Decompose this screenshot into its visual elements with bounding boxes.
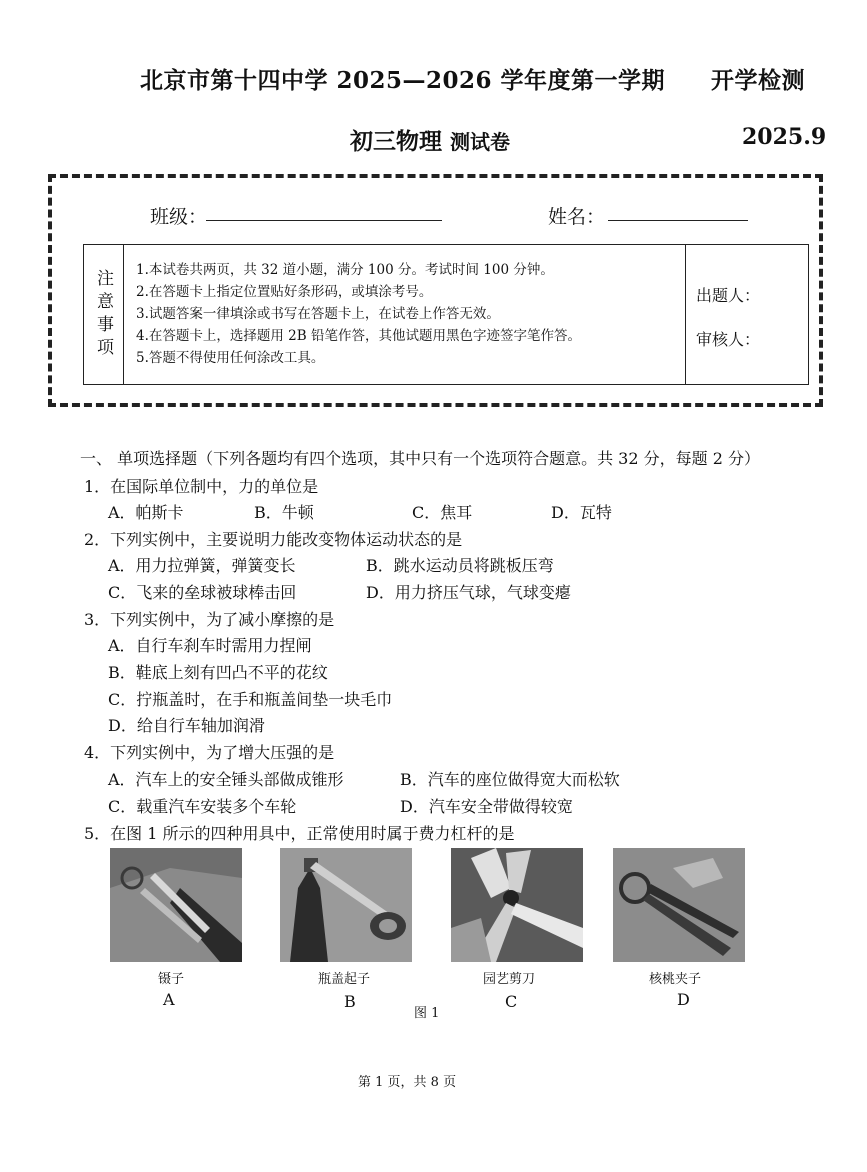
question-stem: 2．下列实例中，主要说明力能改变物体运动状态的是 (84, 530, 463, 549)
question-stem: 5．在图 1 所示的四种用具中，正常使用时属于费力杠杆的是 (84, 824, 515, 843)
question-stem: 4．下列实例中，为了增大压强的是 (84, 743, 335, 762)
caption-c: 园艺剪刀 (483, 972, 536, 987)
class-label: 班级： (150, 206, 208, 228)
option-a[interactable]: A．帕斯卡 (108, 503, 184, 522)
tweezers-photo (110, 848, 242, 962)
note-item: 2.在答题卡上指定位置贴好条形码，或填涂考号。 (136, 284, 433, 300)
option-c[interactable]: C．拧瓶盖时，在手和瓶盖间垫一块毛巾 (108, 690, 393, 709)
figure-letter-d: D (677, 990, 690, 1009)
figure-letter-b: B (344, 992, 356, 1011)
page-footer: 第 1 页，共 8 页 (358, 1075, 457, 1090)
subject-label: 初三物理 (350, 128, 442, 155)
paper-label: 测试卷 (450, 130, 510, 154)
nutcracker-image (613, 848, 745, 962)
figure-letter-c: C (505, 992, 518, 1011)
setter-label: 出题人： (696, 286, 761, 305)
figure-letter-a: A (163, 990, 175, 1009)
signoff-cell (686, 245, 808, 384)
garden-shears-photo (451, 848, 583, 962)
figure-label: 图 1 (414, 1006, 440, 1021)
notes-table (83, 244, 809, 385)
note-item: 5.答题不得使用任何涂改工具。 (136, 350, 325, 366)
option-a[interactable]: A．用力拉弹簧，弹簧变长 (108, 556, 296, 575)
garden-shears-image (451, 848, 583, 962)
exam-title-school: 北京市第十四中学 2025—2026 学年度第一学期 (140, 67, 666, 94)
reviewer-label: 审核人： (696, 330, 761, 349)
option-b[interactable]: B．鞋底上刻有凹凸不平的花纹 (108, 663, 328, 682)
option-d[interactable]: D．汽车安全带做得较宽 (400, 797, 573, 816)
tweezers-image (110, 848, 242, 962)
option-b[interactable]: B．牛顿 (254, 503, 314, 522)
caption-d: 核桃夹子 (649, 972, 702, 987)
notes-heading-cell (84, 245, 124, 384)
notes-heading: 注意事项 (93, 268, 113, 361)
option-a[interactable]: A．汽车上的安全锤头部做成锥形 (108, 770, 344, 789)
option-c[interactable]: C．焦耳 (412, 503, 473, 522)
section-heading: 一、 单项选择题（下列各题均有四个选项，其中只有一个选项符合题意。共 32 分，每题 2 分） (80, 449, 760, 468)
exam-subtitle (350, 123, 510, 156)
bottle-opener-photo (280, 848, 412, 962)
option-c[interactable]: C．载重汽车安装多个车轮 (108, 797, 297, 816)
question-stem: 1．在国际单位制中，力的单位是 (84, 477, 319, 496)
caption-b: 瓶盖起子 (318, 972, 371, 987)
option-d[interactable]: D．给自行车轴加润滑 (108, 716, 265, 735)
question-stem: 3．下列实例中，为了减小摩擦的是 (84, 610, 335, 629)
note-item: 3.试题答案一律填涂或书写在答题卡上，在试卷上作答无效。 (136, 306, 500, 322)
exam-date: 2025.9 (742, 124, 827, 150)
option-a[interactable]: A．自行车刹车时需用力捏闸 (108, 636, 312, 655)
exam-title (140, 62, 805, 95)
option-b[interactable]: B．跳水运动员将跳板压弯 (366, 556, 554, 575)
name-field-line[interactable] (608, 220, 748, 221)
note-item: 4.在答题卡上，选择题用 2B 铅笔作答，其他试题用黑色字迹签字笔作答。 (136, 328, 581, 344)
option-c[interactable]: C．飞来的垒球被球棒击回 (108, 583, 297, 602)
note-item: 1.本试卷共两页，共 32 道小题，满分 100 分。考试时间 100 分钟。 (136, 262, 554, 278)
bottle-opener-image (280, 848, 412, 962)
option-d[interactable]: D．用力挤压气球，气球变瘪 (366, 583, 571, 602)
notes-list (124, 245, 686, 384)
class-field-line[interactable] (206, 220, 442, 221)
option-b[interactable]: B．汽车的座位做得宽大而松软 (400, 770, 620, 789)
option-d[interactable]: D．瓦特 (551, 503, 612, 522)
nutcracker-photo (613, 848, 745, 962)
name-label: 姓名： (548, 206, 606, 228)
caption-a: 镊子 (158, 972, 185, 987)
exam-title-type: 开学检测 (711, 67, 806, 94)
